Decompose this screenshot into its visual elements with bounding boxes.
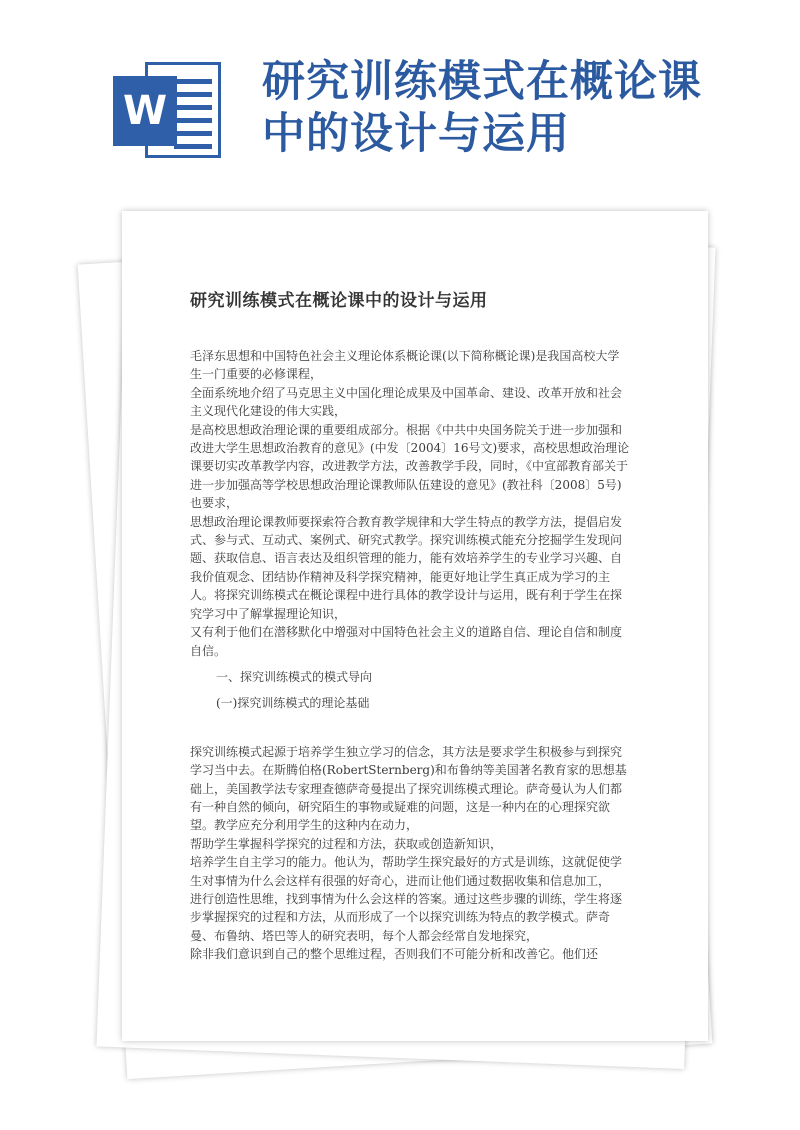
banner-title (262, 56, 742, 160)
paragraph: 帮助学生掌握科学探究的过程和方法，获取或创造新知识， (190, 836, 503, 851)
paragraph: 是高校思想政治理论课的重要组成部分。根据《中共中央国务院关于进一步加强和改进大学生思想政治教育的意见》(中发〔2004〕16号文)要求，高校思想政治理论课要切实改革教学内容，改进教学方法，改善教学手段，同时，《中宣部教育部关于进一步加强高等学校思想政治理论课教师队伍建设的意见》(教社科〔2008〕5号)也要求， (190, 422, 630, 511)
banner-title-line1: 研究训练模式在概论课 (262, 57, 702, 107)
word-badge: W (113, 76, 177, 146)
paragraph: 全面系统地介绍了马克思主义中国化理论成果及中国革命、建设、改革开放和社会主义现代化建设的伟大实践， (190, 385, 623, 419)
subsection-heading: (一)探究训练模式的理论基础 (216, 696, 370, 711)
paragraph: 思想政治理论课教师要探索符合教育教学规律和大学生特点的教学方法，提倡启发式、参与式、互动式、案例式、研究式教学。探究训练模式能充分挖掘学生发现问题、获取信息、语言表达及组织管理的能力，能有效培养学生的专业学习兴趣、自我价值观念、团结协作精神及科学探究精神，能更好地让学生真正成为学习的主人。将探究训练模式在概论课程中进行具体的教学设计与运用，既有利于学生在探究学习中了解掌握理论知识， (190, 514, 623, 621)
paragraph: 探究训练模式起源于培养学生独立学习的信念，其方法是要求学生积极参与到探究学习当中去。在斯腾伯格(RobertSternberg)和布鲁纳等美国著名教育家的思想基础上，美国教学法专家理查德萨奇曼提出了探究训练模式理论。萨奇曼认为人们都有一种自然的倾向，研究陌生的事物或疑难的问题，这是一种内在的心理探究欲望。教学应充分利用学生的这种内在动力， (190, 744, 627, 833)
section-heading: 一、探究训练模式的模式导向 (216, 669, 373, 684)
paragraph: 又有利于他们在潜移默化中增强对中国特色社会主义的道路自信、理论自信和制度自信。 (190, 625, 623, 658)
paragraph: 毛泽东思想和中国特色社会主义理论体系概论课(以下简称概论课)是我国高校大学生一门重要的必修课程， (190, 349, 620, 382)
banner-title-line2: 中的设计与运用 (262, 109, 570, 159)
word-document-icon (113, 62, 223, 158)
document-body (190, 347, 630, 964)
paragraph: 除非我们意识到自己的整个思维过程，否则我们不可能分析和改善它。他们还 (190, 947, 599, 962)
paragraph: 培养学生自主学习的能力。他认为，帮助学生探究最好的方式是训练，这就促使学生对事情为什么会这样有很强的好奇心，进而让他们通过数据收集和信息加工， (190, 855, 623, 888)
document-title: 研究训练模式在概论课中的设计与运用 (190, 291, 488, 311)
paragraph: 进行创造性思维，找到事情为什么会这样的答案。通过这些步骤的训练，学生将逐步掌握探究的过程和方法，从而形成了一个以探究训练为特点的教学模式。萨奇曼、布鲁纳、塔巴等人的研究表明，每个人都会经常自发地探究， (190, 891, 623, 943)
banner-header (0, 0, 800, 200)
